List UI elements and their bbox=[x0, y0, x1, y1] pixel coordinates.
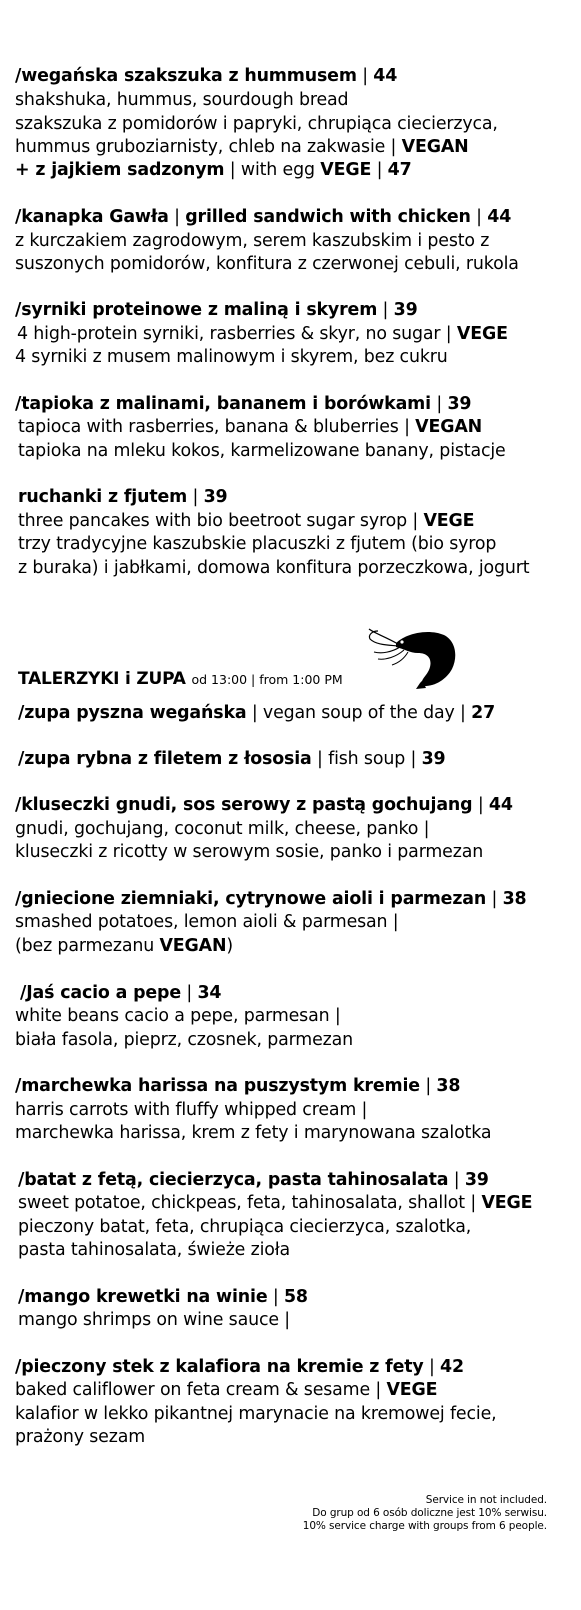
menu-item-description: baked califlower on feta cream & sesame | VEGE bbox=[15, 1380, 438, 1400]
menu-item-description: tapioca with rasberries, banana & bluberries | VEGAN bbox=[18, 417, 483, 437]
menu-item-description: hummus gruboziarnisty, chleb na zakwasie | VEGAN bbox=[15, 137, 469, 157]
menu-item-description: mango shrimps on wine sauce | bbox=[18, 1310, 290, 1330]
menu-item-title: /gniecione ziemniaki, cytrynowe aioli i parmezan | 38 bbox=[15, 889, 527, 909]
diet-tag: VEGAN bbox=[401, 137, 469, 157]
footer-note: 10% service charge with groups from 6 people. bbox=[302, 1520, 547, 1532]
diet-tag: VEGE bbox=[386, 1380, 438, 1400]
diet-tag: VEGAN bbox=[415, 417, 483, 437]
menu-item-description: z kurczakiem zagrodowym, serem kaszubskim i pesto z bbox=[15, 231, 490, 251]
menu-item-description: sweet potatoe, chickpeas, feta, tahinosalata, shallot | VEGE bbox=[18, 1193, 533, 1213]
menu-item-description: smashed potatoes, lemon aioli & parmesan | bbox=[15, 912, 399, 932]
menu-item-title: /pieczony stek z kalafiora na kremie z fety | 42 bbox=[15, 1357, 464, 1377]
menu-item-description: kluseczki z ricotty w serowym sosie, panko i parmezan bbox=[15, 842, 484, 862]
menu-item-description: pasta tahinosalata, świeże zioła bbox=[18, 1240, 291, 1260]
diet-tag: VEGE bbox=[320, 160, 372, 180]
menu-item-description: 4 syrniki z musem malinowym i skyrem, bez cukru bbox=[15, 347, 448, 367]
footer-note: Service in not included. bbox=[425, 1494, 547, 1506]
menu-item-description: prażony sezam bbox=[15, 1427, 145, 1447]
menu-item-description: white beans cacio a pepe, parmesan | bbox=[15, 1006, 341, 1026]
menu-item-description: szakszuka z pomidorów i papryki, chrupiąca ciecierzyca, bbox=[15, 114, 498, 134]
menu-item-addon: + z jajkiem sadzonym | with egg VEGE | 47 bbox=[15, 160, 412, 180]
menu-item-title: /mango krewetki na winie | 58 bbox=[18, 1287, 308, 1307]
menu-item-title: /kluseczki gnudi, sos serowy z pastą gochujang | 44 bbox=[15, 795, 513, 815]
menu-item-description: kalafior w lekko pikantnej marynacie na kremowej fecie, bbox=[15, 1404, 497, 1424]
diet-tag: VEGE bbox=[423, 511, 475, 531]
menu-item-description: marchewka harissa, krem z fety i marynowana szalotka bbox=[15, 1123, 492, 1143]
section-hours: od 13:00 | from 1:00 PM bbox=[191, 672, 343, 687]
menu-item-description: (bez parmezanu VEGAN) bbox=[15, 936, 234, 956]
diet-tag: VEGE bbox=[481, 1193, 533, 1213]
menu-item-title: /zupa rybna z filetem z łososia | fish soup | 39 bbox=[18, 749, 446, 769]
menu-item-description: tapioka na mleku kokos, karmelizowane banany, pistacje bbox=[18, 441, 506, 461]
menu-item-description: shakshuka, hummus, sourdough bread bbox=[15, 90, 349, 110]
menu-item-title: /kanapka Gawła | grilled sandwich with chicken | 44 bbox=[15, 207, 512, 227]
menu-item-description: harris carrots with fluffy whipped cream | bbox=[15, 1100, 368, 1120]
diet-tag: VEGAN bbox=[159, 936, 227, 956]
menu-item-title: /marchewka harissa na puszystym kremie | 38 bbox=[15, 1076, 461, 1096]
menu-item-title: /Jaś cacio a pepe | 34 bbox=[20, 983, 222, 1003]
menu-item-description: gnudi, gochujang, coconut milk, cheese, panko | bbox=[15, 819, 430, 839]
menu-item-title: ruchanki z fjutem | 39 bbox=[18, 487, 228, 507]
section-title: TALERZYKI i ZUPA od 13:00 | from 1:00 PM bbox=[18, 669, 343, 689]
menu-item-description: pieczony batat, feta, chrupiąca ciecierzyca, szalotka, bbox=[18, 1217, 472, 1237]
footer-note: Do grup od 6 osób doliczne jest 10% serwisu. bbox=[312, 1507, 547, 1519]
menu-item-description: three pancakes with bio beetroot sugar syrop | VEGE bbox=[18, 511, 475, 531]
menu-item-description: 4 high-protein syrniki, rasberries & skyr, no sugar | VEGE bbox=[17, 324, 508, 344]
menu-item-title: /tapioka z malinami, bananem i borówkami | 39 bbox=[15, 394, 472, 414]
menu-item-title: /wegańska szakszuka z hummusem | 44 bbox=[15, 66, 398, 86]
shrimp-icon bbox=[368, 617, 460, 693]
menu-item-title: /syrniki proteinowe z maliną i skyrem | 39 bbox=[15, 300, 418, 320]
menu-item-title: /zupa pyszna wegańska | vegan soup of the day | 27 bbox=[18, 703, 496, 723]
menu-item-title: /batat z fetą, ciecierzyca, pasta tahinosalata | 39 bbox=[18, 1170, 489, 1190]
menu-item-description: suszonych pomidorów, konfitura z czerwonej cebuli, rukola bbox=[15, 254, 519, 274]
menu-item-description: biała fasola, pieprz, czosnek, parmezan bbox=[15, 1030, 353, 1050]
menu-item-description: trzy tradycyjne kaszubskie placuszki z fjutem (bio syrop bbox=[18, 534, 497, 554]
diet-tag: VEGE bbox=[456, 324, 508, 344]
menu-item-description: z buraka) i jabłkami, domowa konfitura porzeczkowa, jogurt bbox=[18, 558, 530, 578]
